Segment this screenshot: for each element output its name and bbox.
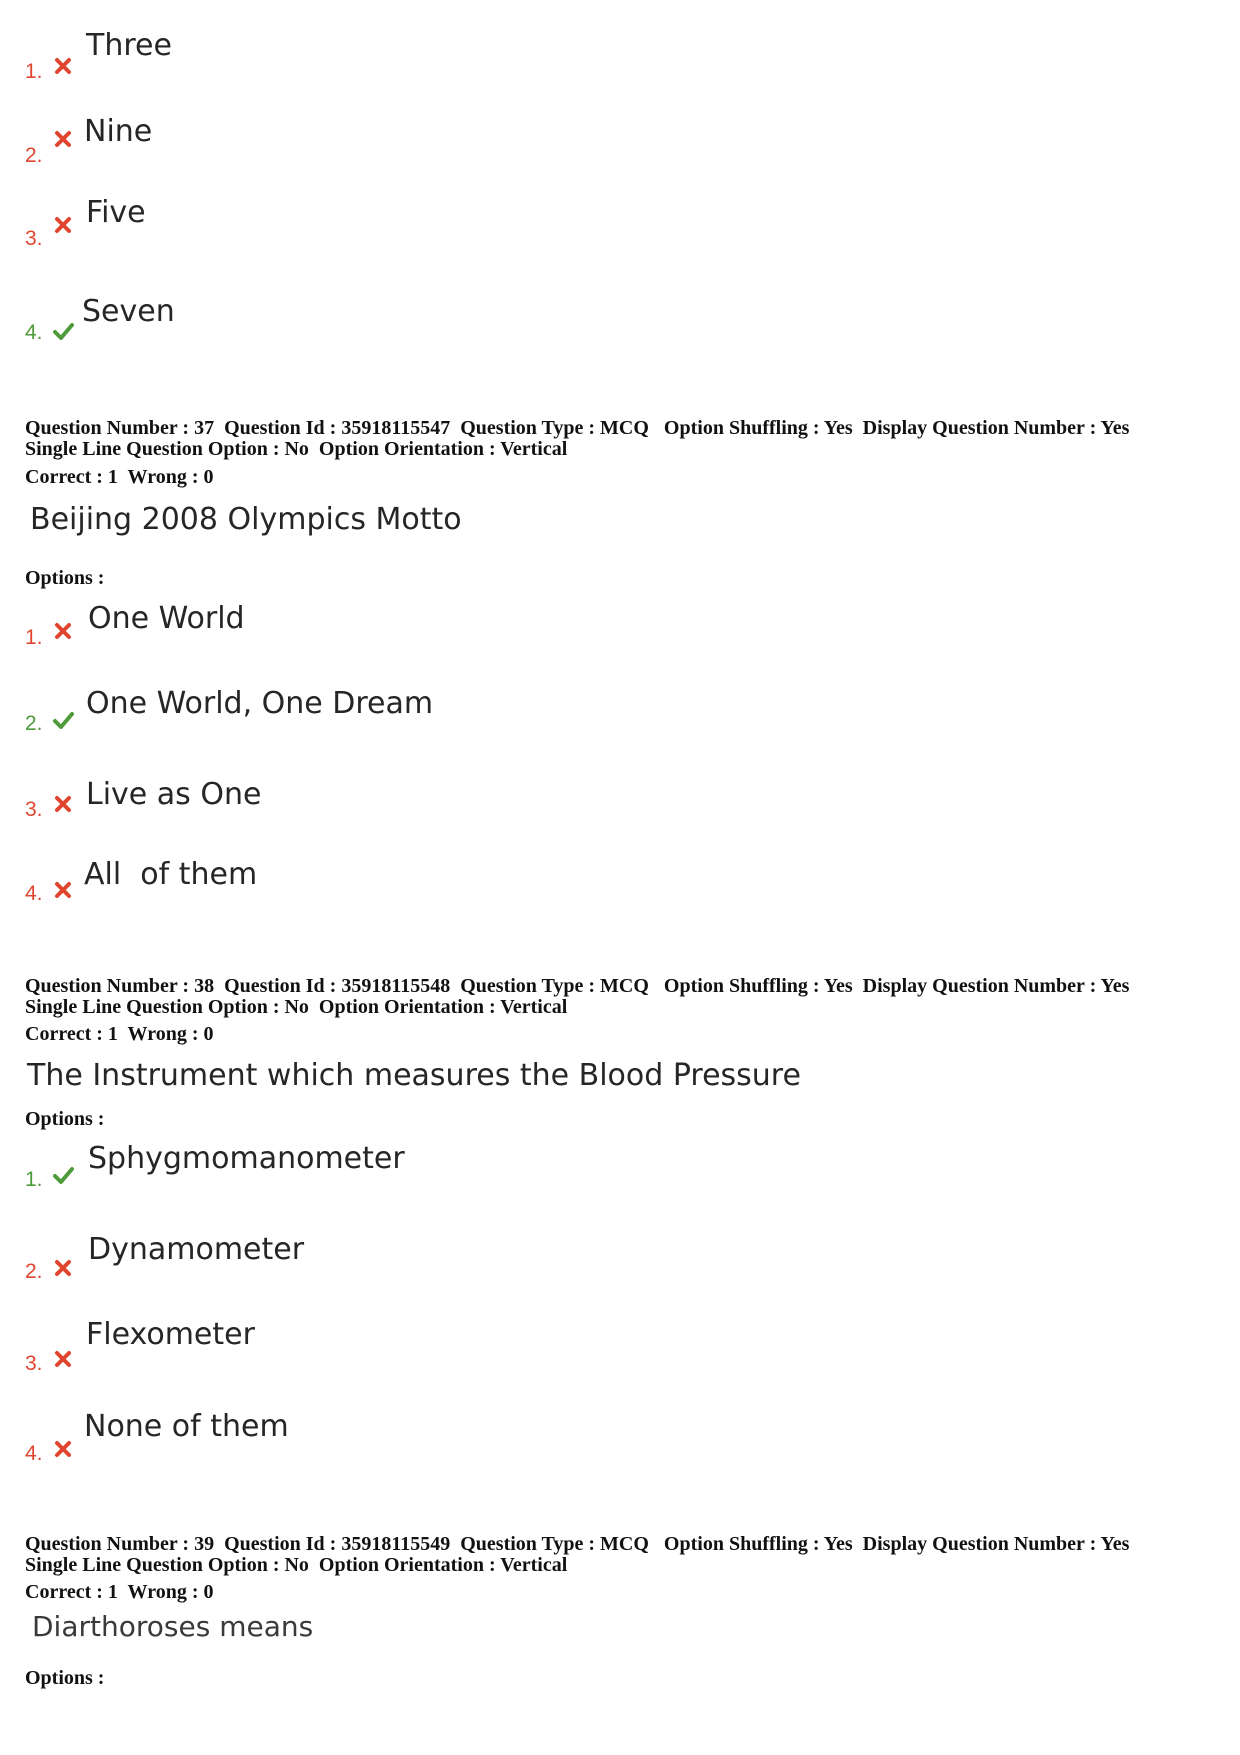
check-icon <box>52 320 74 342</box>
question-meta-line: Single Line Question Option : No Option Orientation : Vertical <box>25 438 568 460</box>
options-label: Options : <box>25 1108 105 1130</box>
question-meta-line: Single Line Question Option : No Option Orientation : Vertical <box>25 1554 568 1576</box>
option-number: 3. <box>25 1352 43 1375</box>
score-line: Correct : 1 Wrong : 0 <box>25 1581 214 1603</box>
option-number: 2. <box>25 712 43 735</box>
check-icon <box>52 1164 74 1186</box>
option-text: One World, One Dream <box>86 686 434 721</box>
option-text: Seven <box>82 294 175 329</box>
option-number: 4. <box>25 882 43 905</box>
option-item <box>0 1140 900 1200</box>
option-text: Five <box>86 195 146 230</box>
option-text: Three <box>86 28 172 63</box>
option-text: Sphygmomanometer <box>88 1141 405 1176</box>
cross-icon <box>52 1348 74 1370</box>
question-text: Diarthoroses means <box>32 1610 314 1643</box>
score-line: Correct : 1 Wrong : 0 <box>25 466 214 488</box>
option-item <box>0 685 900 745</box>
option-text: Nine <box>84 114 153 149</box>
option-text: Live as One <box>86 777 262 812</box>
cross-icon <box>52 620 74 642</box>
options-label: Options : <box>25 1667 105 1689</box>
score-line: Correct : 1 Wrong : 0 <box>25 1023 214 1045</box>
option-item <box>0 1315 900 1375</box>
cross-icon <box>52 214 74 236</box>
option-number: 2. <box>25 144 43 167</box>
cross-icon <box>52 793 74 815</box>
option-number: 4. <box>25 1442 43 1465</box>
option-item <box>0 775 900 835</box>
question-meta-line: Question Number : 39 Question Id : 35918115549 Question Type : MCQ Option Shuffling : Yes Display Question Number : Yes <box>25 1533 1130 1555</box>
cross-icon <box>52 128 74 150</box>
option-item <box>0 855 900 915</box>
option-text: One World <box>88 601 245 636</box>
option-text: None of them <box>84 1409 289 1444</box>
question-meta-line: Question Number : 37 Question Id : 35918115547 Question Type : MCQ Option Shuffling : Yes Display Question Number : Yes <box>25 417 1130 439</box>
cross-icon <box>52 55 74 77</box>
option-number: 1. <box>25 626 43 649</box>
option-number: 3. <box>25 798 43 821</box>
option-number: 1. <box>25 1168 43 1191</box>
option-number: 4. <box>25 321 43 344</box>
option-item <box>0 110 900 170</box>
cross-icon <box>52 1438 74 1460</box>
option-text: All of them <box>84 857 258 892</box>
option-text: Dynamometer <box>88 1232 305 1267</box>
option-number: 3. <box>25 227 43 250</box>
option-number: 2. <box>25 1260 43 1283</box>
option-text: Flexometer <box>86 1317 255 1352</box>
option-item <box>0 280 900 344</box>
check-icon <box>52 709 74 731</box>
option-item <box>0 1230 900 1290</box>
question-text: The Instrument which measures the Blood Pressure <box>27 1058 801 1093</box>
option-item <box>0 600 900 660</box>
cross-icon <box>52 879 74 901</box>
option-item <box>0 1405 900 1465</box>
question-meta-line: Single Line Question Option : No Option Orientation : Vertical <box>25 996 568 1018</box>
cross-icon <box>52 1257 74 1279</box>
option-number: 1. <box>25 60 43 83</box>
question-text: Beijing 2008 Olympics Motto <box>30 502 462 537</box>
option-item <box>0 190 900 250</box>
option-item <box>0 25 900 85</box>
options-label: Options : <box>25 567 105 589</box>
question-meta-line: Question Number : 38 Question Id : 35918115548 Question Type : MCQ Option Shuffling : Yes Display Question Number : Yes <box>25 975 1130 997</box>
